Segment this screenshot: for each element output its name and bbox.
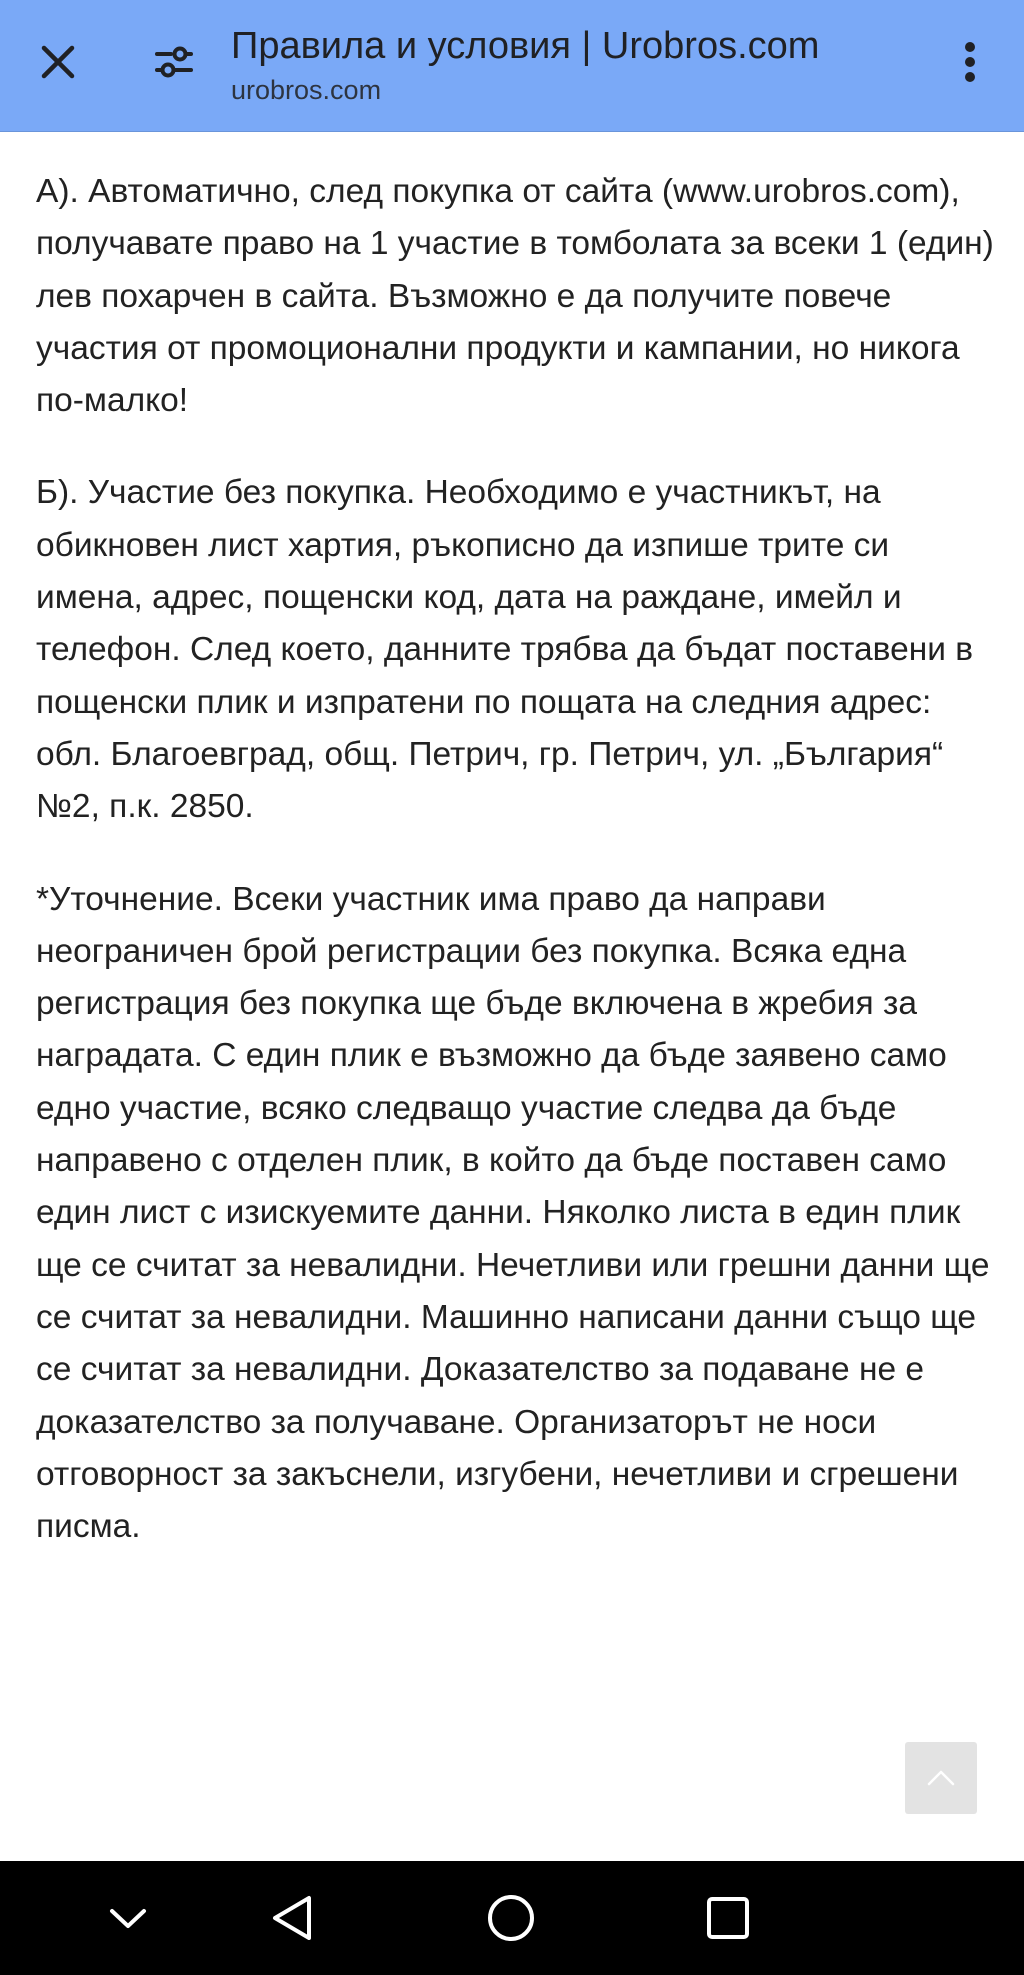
chevron-up-icon (925, 1768, 957, 1788)
recents-square-icon (705, 1895, 751, 1941)
paragraph-a: А). Автоматично, след покупка от сайта (www.urobros.com), получавате право на 1 участие в томболата за всеки 1 (един) лев похарчен в сайта. Възможно е да получите повече участия от промоционални продукти и кампании, но никога по-малко! (36, 173, 994, 420)
page-title-block[interactable] (231, 22, 931, 108)
paragraph-note: *Уточнение. Всеки участник има право да направи неограничен брой регистрации без покупка. Всяка една регистрация без покупка ще бъде включена в жребия за наградата. С един плик е възможно да бъде заявено само едно участие, всяко следващо участие следва да бъде направено с отделен плик, в който да бъде поставен само един лист с изискуемите данни. Няколко листа в един плик ще се считат за невалидни. Нечетливи или грешни данни ще се считат за невалидни. Машинно написани данни също ще се считат за невалидни. Доказателство за подаване не е доказателство за получаване. Организаторът не носи отговорност за закъснели, изгубени, нечетливи и сгрешени писма. (36, 880, 990, 1546)
more-vert-icon (963, 40, 977, 84)
terms-content (36, 166, 996, 1593)
back-to-top-button[interactable] (905, 1742, 977, 1814)
site-settings-button[interactable] (150, 40, 198, 84)
close-icon (38, 42, 78, 82)
nav-back-button[interactable] (264, 1890, 320, 1946)
system-navigation-bar (0, 1861, 1024, 1975)
nav-recents-button[interactable] (700, 1890, 756, 1946)
nav-hide-keyboard-button[interactable] (100, 1890, 156, 1946)
nav-home-button[interactable] (483, 1890, 539, 1946)
chevron-down-icon (108, 1906, 148, 1930)
back-triangle-icon (269, 1894, 315, 1942)
page-title: Правила и условия | Urobros.com (231, 25, 820, 67)
close-button[interactable] (36, 40, 80, 84)
home-circle-icon (486, 1893, 536, 1943)
page-url: urobros.com (231, 75, 382, 105)
paragraph-b: Б). Участие без покупка. Необходимо е участникът, на обикновен лист хартия, ръкописно да изпише трите си имена, адрес, пощенски код, дата на раждане, имейл и телефон. След което, данните трябва да бъдат поставени в пощенски плик и изпратени по пощата на следния адрес: обл. Благоевград, общ. Петрич, гр. Петрич, ул. „България“ №2, п.к. 2850. (36, 474, 974, 826)
custom-tab-toolbar (0, 0, 1024, 132)
tune-icon (151, 42, 197, 82)
more-options-button[interactable] (950, 36, 990, 88)
